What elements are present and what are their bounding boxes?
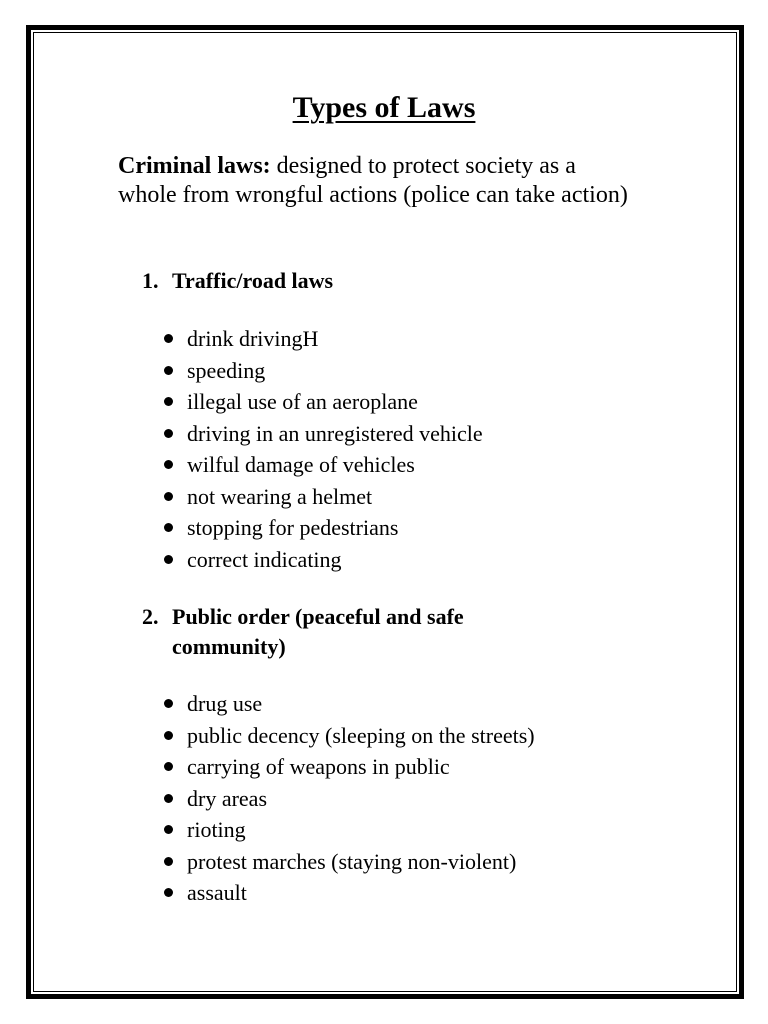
list-item-text: driving in an unregistered vehicle: [187, 420, 483, 446]
list-item-text: protest marches (staying non-violent): [187, 848, 517, 874]
list-item: [164, 323, 483, 355]
list-item: [164, 688, 535, 720]
list-item-text: wilful damage of vehicles: [187, 452, 415, 477]
bullet-icon: [164, 857, 173, 866]
traffic-laws-list: [164, 323, 483, 575]
list-item: [164, 544, 483, 576]
list-item: [164, 418, 483, 450]
list-item: [164, 355, 483, 387]
section-title: Traffic/road laws: [172, 268, 334, 293]
bullet-icon: [164, 429, 173, 438]
list-item-text: dry areas: [187, 785, 268, 811]
list-item: [164, 386, 483, 418]
list-item: [164, 481, 483, 513]
list-item: [164, 751, 535, 783]
bullet-icon: [164, 523, 173, 532]
list-item-text: stopping for pedestrians: [187, 515, 399, 540]
list-item: [164, 449, 483, 481]
section-heading-traffic: [142, 266, 532, 296]
list-item-text: drink drivingH: [187, 326, 319, 351]
bullet-icon: [164, 699, 173, 708]
bullet-icon: [164, 460, 173, 469]
criminal-laws-description: designed to protect society as a whole from wrongful actions (police can take action): [118, 153, 628, 208]
public-order-list: [164, 688, 535, 909]
bullet-icon: [164, 555, 173, 564]
list-item-text: illegal use of an aeroplane: [187, 389, 418, 414]
list-item: [164, 877, 535, 909]
section-number: 1.: [142, 268, 159, 293]
bullet-icon: [164, 397, 173, 406]
section-heading-public-order: [142, 602, 532, 662]
bullet-icon: [164, 762, 173, 771]
document-title: Types of Laws: [292, 91, 476, 124]
section-title: Public order (peaceful and safe community): [172, 604, 464, 659]
bullet-icon: [164, 794, 173, 803]
criminal-laws-term: Criminal laws:: [118, 153, 271, 179]
list-item-text: speeding: [187, 357, 266, 383]
list-item-text: rioting: [187, 817, 246, 842]
list-item-text: drug use: [187, 691, 263, 716]
list-item-text: correct indicating: [187, 546, 342, 572]
list-item-text: public decency (sleeping on the streets): [187, 722, 535, 748]
bullet-icon: [164, 888, 173, 897]
list-item: [164, 720, 535, 752]
list-item: [164, 783, 535, 815]
list-item-text: not wearing a helmet: [187, 483, 373, 509]
list-item-text: carrying of weapons in public: [187, 754, 450, 779]
bullet-icon: [164, 492, 173, 501]
criminal-laws-intro: [118, 152, 638, 210]
bullet-icon: [164, 825, 173, 834]
bullet-icon: [164, 731, 173, 740]
list-item: [164, 846, 535, 878]
section-number: 2.: [142, 604, 159, 629]
list-item-text: assault: [187, 880, 247, 905]
list-item: [164, 512, 483, 544]
bullet-icon: [164, 366, 173, 375]
list-item: [164, 814, 535, 846]
bullet-icon: [164, 334, 173, 343]
